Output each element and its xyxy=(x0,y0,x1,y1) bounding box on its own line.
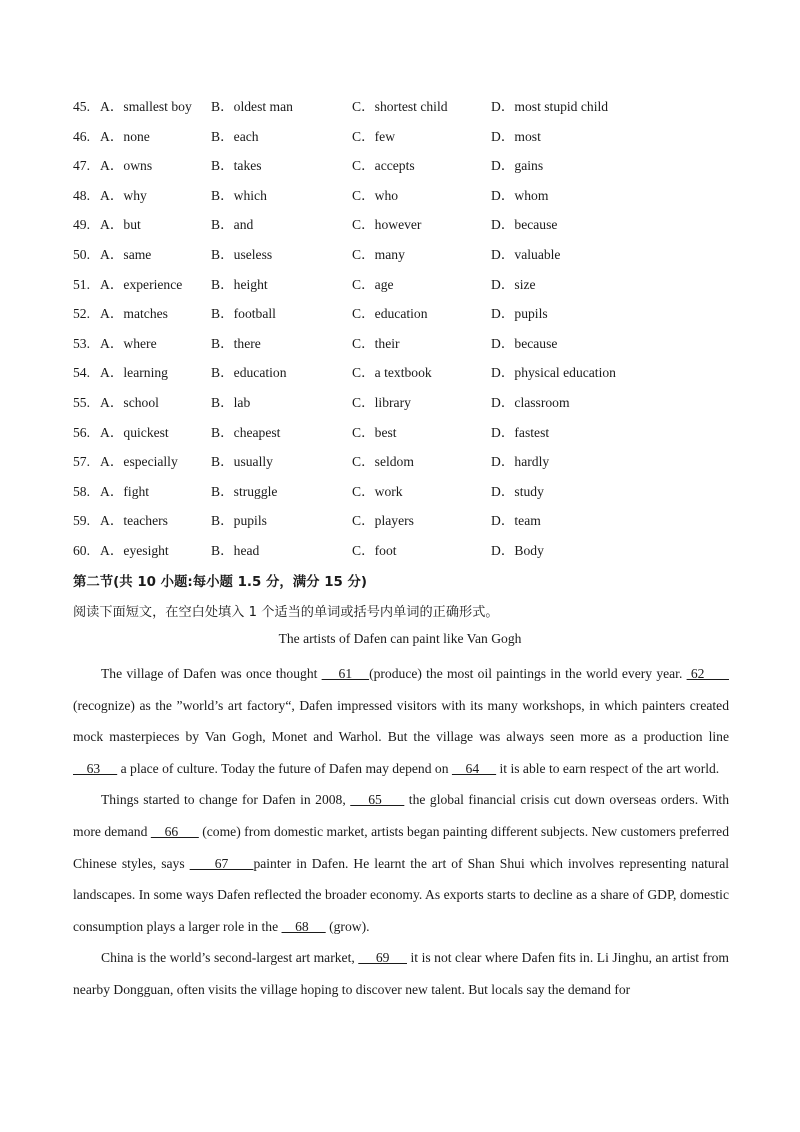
question-row xyxy=(73,97,753,127)
paragraph-3 xyxy=(73,942,729,1005)
option-c: C．shortest child xyxy=(352,99,448,114)
option-a: A．none xyxy=(100,128,150,144)
option-a: A．teachers xyxy=(100,513,168,529)
option-a: A．fight xyxy=(100,483,150,499)
question-row xyxy=(73,363,753,393)
option-d: D．because xyxy=(491,335,558,351)
blank-66: 66 xyxy=(150,823,199,839)
question-row xyxy=(73,452,753,482)
question-number: 58. xyxy=(73,483,90,499)
option-b: B．lab xyxy=(211,394,251,410)
option-a: A．but xyxy=(100,217,141,233)
option-b: B．takes xyxy=(211,158,262,174)
option-b: B．each xyxy=(211,128,259,144)
option-c: C．foot xyxy=(352,542,397,558)
question-number: 45. xyxy=(73,99,90,114)
text-segment: (recognize) as the ”world’s art factory“, Dafen impressed visitors with its many workshops, in which painters created mock masterpieces by Van Gogh, Monet and Warhol. But the village was always seen more as a production line xyxy=(73,697,729,745)
option-d: D．study xyxy=(491,483,544,499)
option-d: D．Body xyxy=(491,542,544,558)
question-number: 59. xyxy=(73,513,90,529)
question-row xyxy=(73,215,753,245)
text-segment: (come) from domestic market, artists began painting different subjects. New customers preferred Chinese styles, says xyxy=(73,823,729,871)
text-segment: it is not clear where Dafen fits in. Li Jinghu, an artist from nearby Dongguan, often visits the village hoping to discover new talent. But locals say the demand for xyxy=(73,950,729,997)
option-d: D．most xyxy=(491,128,541,144)
option-d: D．physical education xyxy=(491,365,616,381)
text-segment: painter in Dafen. He learnt the art of Shan Shui which involves representing natural landscapes. In some ways Dafen reflected the broader economy. As exports starts to decline as a share of GDP, domestic consumption plays a larger role in the xyxy=(73,855,730,934)
option-d: D．classroom xyxy=(491,394,570,410)
question-number: 55. xyxy=(73,394,90,410)
text-segment: China is the world’s second-largest art market, xyxy=(101,950,359,966)
question-row xyxy=(73,482,753,512)
option-c: C．however xyxy=(352,217,422,233)
option-c: C．their xyxy=(352,335,400,351)
option-a: A．learning xyxy=(100,365,168,381)
question-row xyxy=(73,186,753,216)
blank-64: 64 xyxy=(451,760,497,776)
paragraph-2 xyxy=(73,784,729,942)
text-segment: it is able to earn respect of the art world. xyxy=(496,760,720,776)
option-d: D．hardly xyxy=(491,454,550,470)
question-number: 56. xyxy=(73,424,90,440)
option-c: C．who xyxy=(352,187,399,203)
question-row xyxy=(73,423,753,453)
text-segment: a place of culture. Today the future of Dafen may depend on xyxy=(117,760,452,776)
option-c: C．a textbook xyxy=(352,365,432,381)
question-row xyxy=(73,275,753,305)
text-segment: Things started to change for Dafen in 2008, xyxy=(101,792,351,808)
option-d: D．whom xyxy=(491,187,549,203)
question-number: 53. xyxy=(73,335,90,351)
option-d: D．valuable xyxy=(491,246,561,262)
question-row xyxy=(73,334,753,364)
question-number: 50. xyxy=(73,246,90,262)
answer-options-list xyxy=(73,97,753,571)
option-c: C．players xyxy=(352,513,414,529)
question-row xyxy=(73,393,753,423)
option-c: C．library xyxy=(352,394,411,410)
option-b: B．usually xyxy=(211,454,273,470)
question-number: 48. xyxy=(73,187,90,203)
question-number: 57. xyxy=(73,454,90,470)
option-b: B．there xyxy=(211,335,261,351)
question-row xyxy=(73,541,753,571)
question-row xyxy=(73,156,753,186)
option-b: B．which xyxy=(211,187,267,203)
blank-61: 61 xyxy=(321,666,370,681)
option-b: B．pupils xyxy=(211,513,267,529)
option-d: D．most stupid child xyxy=(491,99,609,114)
section-heading: 第二节(共 10 小题:每小题 1.5 分，满分 15 分) xyxy=(73,575,368,590)
option-a: A．owns xyxy=(100,158,153,174)
option-d: D．pupils xyxy=(491,306,548,322)
text-segment: The village of Dafen was once thought xyxy=(101,666,322,681)
option-d: D．size xyxy=(491,276,536,292)
option-a: A．especially xyxy=(100,454,178,470)
text-segment: the global financial crisis cut down overseas orders. With more demand xyxy=(73,792,729,839)
option-d: D．gains xyxy=(491,158,544,174)
blank-65: 65 xyxy=(350,792,405,808)
option-b: B．struggle xyxy=(211,483,278,499)
option-a: A．matches xyxy=(100,306,168,322)
option-c: C．best xyxy=(352,424,397,440)
article-title: The artists of Dafen can paint like Van Gogh xyxy=(278,631,522,646)
option-d: D．fastest xyxy=(491,424,550,440)
option-b: B．useless xyxy=(211,246,273,262)
option-b: B．oldest man xyxy=(211,99,293,114)
instructions-text: 阅读下面短文，在空白处填入 1 个适当的单词或括号内单词的正确形式。 xyxy=(73,605,499,620)
option-d: D．because xyxy=(491,217,558,233)
option-b: B．cheapest xyxy=(211,424,281,440)
article-body xyxy=(73,658,729,1006)
question-number: 51. xyxy=(73,276,90,292)
option-a: A．why xyxy=(100,187,147,203)
question-number: 60. xyxy=(73,542,90,558)
option-b: B．football xyxy=(211,306,276,322)
question-number: 47. xyxy=(73,158,90,174)
option-b: B．and xyxy=(211,217,254,233)
option-b: B．height xyxy=(211,276,268,292)
question-row xyxy=(73,127,753,157)
question-number: 52. xyxy=(73,306,90,322)
option-c: C．few xyxy=(352,128,396,144)
option-c: C．age xyxy=(352,276,394,292)
text-segment: (grow). xyxy=(325,918,370,934)
option-b: B．education xyxy=(211,365,287,381)
option-a: A．same xyxy=(100,246,152,262)
blank-69: 69 xyxy=(358,950,407,966)
option-a: A．smallest boy xyxy=(100,99,192,114)
blank-68: 68 xyxy=(281,918,326,934)
question-number: 46. xyxy=(73,128,90,144)
question-row xyxy=(73,304,753,334)
question-row xyxy=(73,511,753,541)
option-c: C．education xyxy=(352,306,428,322)
option-c: C．accepts xyxy=(352,158,415,174)
option-a: A．experience xyxy=(100,276,183,292)
question-number: 49. xyxy=(73,217,90,233)
option-c: C．work xyxy=(352,483,403,499)
option-c: C．seldom xyxy=(352,454,414,470)
option-c: C．many xyxy=(352,246,405,262)
question-row xyxy=(73,245,753,275)
blank-62: 62 xyxy=(686,666,729,681)
option-a: A．where xyxy=(100,335,157,351)
blank-67: 67 xyxy=(189,855,254,871)
text-segment: (produce) the most oil paintings in the world every year. xyxy=(369,666,687,681)
option-a: A．school xyxy=(100,394,159,410)
question-number: 54. xyxy=(73,365,90,381)
option-d: D．team xyxy=(491,513,541,529)
option-a: A．quickest xyxy=(100,424,169,440)
paragraph-1 xyxy=(73,658,729,784)
option-a: A．eyesight xyxy=(100,542,169,558)
option-b: B．head xyxy=(211,542,260,558)
blank-63: 63 xyxy=(73,760,118,776)
